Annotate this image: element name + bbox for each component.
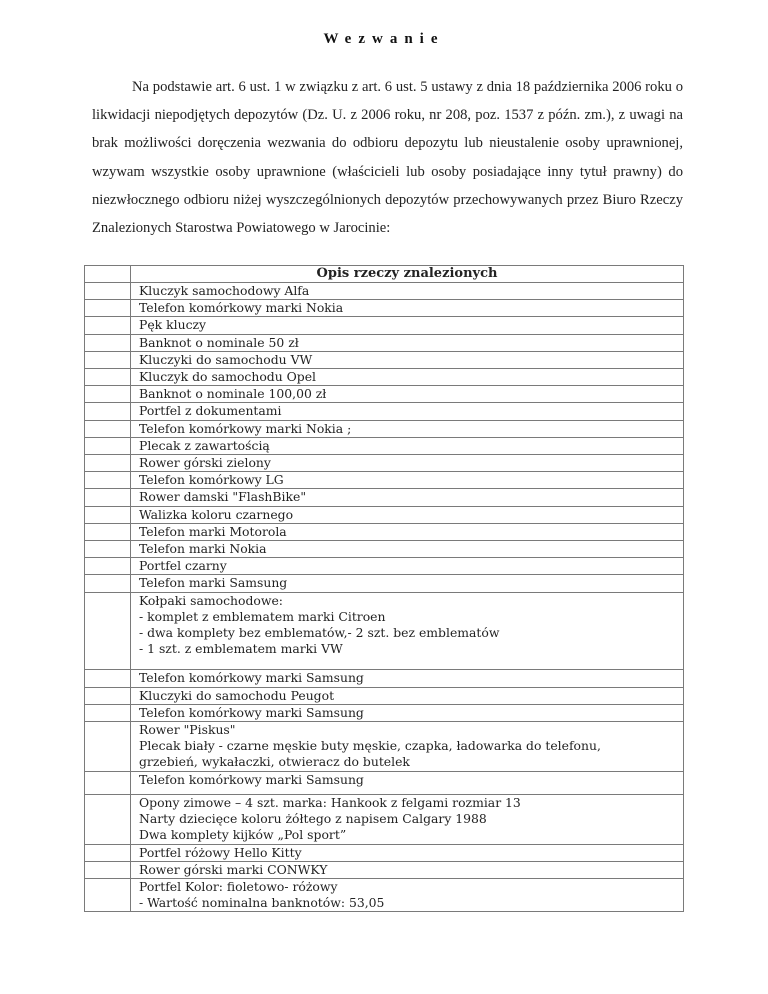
- item-line: Banknot o nominale 100,00 zł: [139, 386, 327, 402]
- item-line: - 1 szt. z emblematem marki VW: [139, 641, 343, 657]
- row-number: [85, 541, 131, 558]
- table-row: [85, 878, 684, 911]
- item-line: - komplet z emblematem marki Citroen: [139, 608, 386, 624]
- item-description: [131, 878, 684, 911]
- row-number: [85, 523, 131, 540]
- item-line: Kluczyk samochodowy Alfa: [139, 283, 310, 298]
- item-description: [131, 472, 684, 489]
- row-number: [85, 861, 131, 878]
- table-row: [85, 541, 684, 558]
- row-number: [85, 386, 131, 403]
- item-description: [131, 844, 684, 861]
- item-line: - dwa komplety bez emblematów,- 2 szt. bez emblematów: [139, 625, 500, 641]
- item-line: Dwa komplety kijków „Pol sport”: [139, 827, 347, 843]
- item-line: Kluczyki do samochodu VW: [139, 351, 313, 367]
- table-row: [85, 794, 684, 844]
- column-header-description: Opis rzeczy znalezionych: [131, 266, 684, 283]
- item-description: [131, 506, 684, 523]
- item-line: Opony zimowe – 4 szt. marka: Hankook z felgami rozmiar 13: [139, 794, 521, 810]
- row-number: [85, 437, 131, 454]
- item-description: [131, 369, 684, 386]
- table-row: [85, 861, 684, 878]
- item-description: [131, 771, 684, 794]
- table-row: [85, 722, 684, 772]
- item-line: Banknot o nominale 50 zł: [139, 334, 299, 350]
- item-line: Rower "Piskus": [139, 722, 236, 738]
- row-number: [85, 317, 131, 334]
- row-number: [85, 844, 131, 861]
- item-description: [131, 523, 684, 540]
- row-number: [85, 722, 131, 772]
- table-row: [85, 386, 684, 403]
- table-row: [85, 317, 684, 334]
- item-description: [131, 420, 684, 437]
- table-row: [85, 437, 684, 454]
- row-number: [85, 300, 131, 317]
- row-number: [85, 670, 131, 687]
- item-line: Telefon komórkowy marki Nokia: [139, 300, 344, 316]
- table-row: [85, 334, 684, 351]
- row-number: [85, 558, 131, 575]
- item-description: [131, 575, 684, 592]
- item-description: [131, 541, 684, 558]
- row-number: [85, 334, 131, 351]
- table-row: [85, 592, 684, 670]
- item-line: - Wartość nominalna banknotów: 53,05: [139, 895, 385, 911]
- row-number: [85, 489, 131, 506]
- row-number: [85, 351, 131, 368]
- table-row: [85, 283, 684, 300]
- item-line: Telefon komórkowy marki Samsung: [139, 704, 364, 720]
- table-row: [85, 687, 684, 704]
- table-row: [85, 575, 684, 592]
- item-description: [131, 317, 684, 334]
- item-line: Rower damski "FlashBike": [139, 489, 307, 505]
- row-number: [85, 472, 131, 489]
- item-line: Narty dziecięce koloru żółtego z napisem Calgary 1988: [139, 811, 487, 827]
- table-row: [85, 351, 684, 368]
- item-line: Telefon komórkowy marki Samsung: [139, 771, 364, 787]
- row-number: [85, 704, 131, 721]
- item-description: [131, 687, 684, 704]
- item-description: [131, 403, 684, 420]
- table-row: [85, 403, 684, 420]
- table-row: [85, 523, 684, 540]
- item-description: [131, 437, 684, 454]
- item-description: [131, 283, 684, 300]
- row-number: [85, 369, 131, 386]
- row-number: [85, 878, 131, 911]
- table-row: [85, 420, 684, 437]
- table-row: [85, 489, 684, 506]
- item-description: [131, 386, 684, 403]
- table-header-row: [85, 266, 684, 283]
- item-description: [131, 861, 684, 878]
- table-row: [85, 506, 684, 523]
- item-line: Plecak z zawartością: [139, 437, 270, 453]
- item-description: [131, 670, 684, 687]
- item-line: Rower górski zielony: [139, 455, 271, 471]
- intro-paragraph: Na podstawie art. 6 ust. 1 w związku z art. 6 ust. 5 ustawy z dnia 18 października 2006 roku o likwidacji niepodjętych depozytów (Dz. U. z 2006 roku, nr 208, poz. 1537 z późn. zm.), z uwagi na brak możliwości doręczenia wezwania do odbioru depozytu lub nieustalenie osoby uprawnionej, wzywam wszystkie osoby uprawnione (właścicieli lub osoby posiadające inny tytuł prawny) do niezwłocznego odbioru niżej wyszczególnionych depozytów przechowywanych przez Biuro Rzeczy Znalezionych Starostwa Powiatowego w Jarocinie:: [92, 79, 683, 237]
- row-number: [85, 771, 131, 794]
- item-line: Telefon komórkowy marki Nokia ;: [139, 420, 352, 436]
- item-line: Telefon komórkowy LG: [139, 472, 284, 488]
- item-line: Portfel z dokumentami: [139, 403, 282, 419]
- table-row: [85, 704, 684, 721]
- item-description: [131, 558, 684, 575]
- item-line: grzebień, wykałaczki, otwieracz do butelek: [139, 754, 410, 770]
- item-line: Kołpaki samochodowe:: [139, 592, 283, 608]
- table-row: [85, 670, 684, 687]
- row-number: [85, 506, 131, 523]
- item-description: [131, 489, 684, 506]
- item-description: [131, 704, 684, 721]
- row-number: [85, 455, 131, 472]
- item-line: Telefon marki Samsung: [139, 575, 288, 591]
- item-line: Walizka koloru czarnego: [139, 506, 294, 522]
- table-row: [85, 771, 684, 794]
- item-line: Portfel Kolor: fioletowo- różowy: [139, 878, 338, 894]
- row-number: [85, 592, 131, 670]
- item-description: [131, 794, 684, 844]
- item-description: [131, 455, 684, 472]
- row-number: [85, 687, 131, 704]
- row-number: [85, 575, 131, 592]
- item-line: Portfel różowy Hello Kitty: [139, 844, 302, 860]
- item-line: Plecak biały - czarne męskie buty męskie, czapka, ładowarka do telefonu,: [139, 738, 601, 754]
- table-row: [85, 455, 684, 472]
- item-line: Telefon marki Motorola: [139, 523, 287, 539]
- row-number: [85, 794, 131, 844]
- item-line: Telefon komórkowy marki Samsung: [139, 670, 364, 686]
- found-items-table: [84, 265, 684, 912]
- row-number: [85, 283, 131, 300]
- table-row: [85, 369, 684, 386]
- table-row: [85, 844, 684, 861]
- table-row: [85, 558, 684, 575]
- row-number: [85, 403, 131, 420]
- document-title: Wezwanie: [323, 31, 445, 47]
- item-description: [131, 300, 684, 317]
- item-description: [131, 351, 684, 368]
- item-line: Portfel czarny: [139, 558, 227, 574]
- item-description: [131, 722, 684, 772]
- item-line: Kluczyk do samochodu Opel: [139, 369, 317, 385]
- column-header-number: [85, 266, 131, 283]
- row-number: [85, 420, 131, 437]
- item-description: [131, 592, 684, 670]
- table-row: [85, 300, 684, 317]
- table-row: [85, 472, 684, 489]
- item-line: Kluczyki do samochodu Peugot: [139, 687, 335, 703]
- item-line: Pęk kluczy: [139, 317, 207, 333]
- item-description: [131, 334, 684, 351]
- item-line: Rower górski marki CONWKY: [139, 861, 328, 877]
- item-line: Telefon marki Nokia: [139, 541, 267, 557]
